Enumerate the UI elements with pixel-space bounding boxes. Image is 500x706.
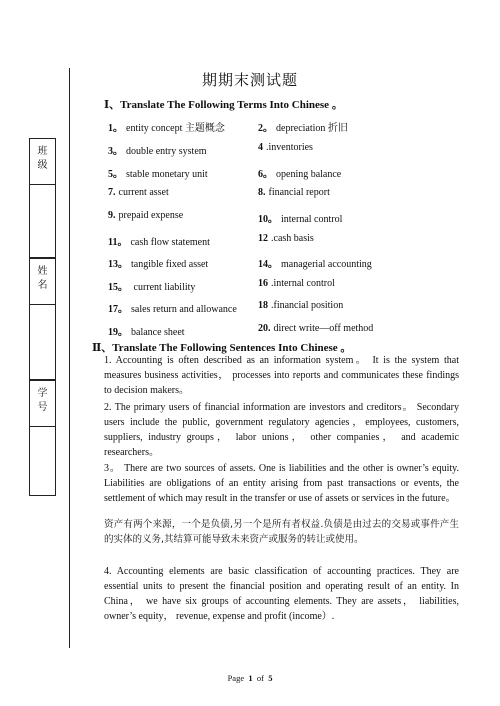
sentence-3-translation: 资产有两个来源，一个是负债,另一个是所有者权益.负债是由过去的交易或事件产生的实体的义务,其结算可能导致未来资产或服务的转让或使用。 <box>104 519 459 545</box>
class-label: 班 级 <box>37 146 48 171</box>
student-id-label: 学 号 <box>37 388 48 413</box>
term-item: 7. current asset <box>108 187 169 198</box>
term-item: 4 .inventories <box>258 142 313 153</box>
term-item: 12 .cash basis <box>258 233 314 244</box>
term-item: 15。 current liability <box>108 282 196 293</box>
term-item: 11。 cash flow statement <box>108 237 210 248</box>
sentence-4: 4. Accounting elements are basic classification of accounting practices. They are essential units to present the financial position and operating result of an entity. In China， we have six groups of accounting elements. They are assets， liabilities, owner’s equity， revenue, expense and profit (income）. <box>104 566 459 622</box>
term-item: 2。 depreciation 折旧 <box>258 123 348 134</box>
name-box <box>29 258 56 380</box>
class-field[interactable] <box>30 185 55 257</box>
term-item: 1。 entity concept 主题概念 <box>108 123 225 134</box>
student-id-box <box>29 380 56 496</box>
section2-heading: Ⅱ、Translate The Following Sentences Into Chinese 。 <box>92 342 352 354</box>
term-item: 19。 balance sheet <box>108 327 185 338</box>
term-item: 14。 managerial accounting <box>258 259 372 270</box>
term-item: 3。 double entry system <box>108 146 207 157</box>
page-title: 期期末测试题 <box>201 71 298 89</box>
term-item: 16 .internal control <box>258 278 335 289</box>
term-item: 13。 tangible fixed asset <box>108 259 209 270</box>
sentence-3: 3。 There are two sources of assets. One is liabilities and the other is owner’s equity. Liabilities are obligations of an entity arising from past transactions or events, the settlement of which may result in the transfer or use of assets or services in the future。 <box>104 463 459 504</box>
term-item: 8. financial report <box>258 187 330 198</box>
section1-heading: Ⅰ、Translate The Following Terms Into Chinese 。 <box>104 99 343 111</box>
sentence-2: 2. The primary users of financial information are investors and creditors。 Secondary users include the public, government regulatory agencies，employees, customers, suppliers, industry groups， labor unions， other companies， and academic researchers。 <box>104 402 459 458</box>
class-box <box>29 138 56 258</box>
term-item: 6。 opening balance <box>258 169 342 180</box>
page-footer: Page 1 of 5 <box>227 673 273 683</box>
term-item: 9. prepaid expense <box>108 210 184 221</box>
margin-rule <box>69 68 70 648</box>
name-field[interactable] <box>30 305 55 379</box>
term-item: 18 .financial position <box>258 300 344 311</box>
sentence-1: 1. Accounting is often described as an information system。 It is the system that measures business activities， processes into reports and communicates these findings to decision makers。 <box>104 355 459 396</box>
term-item: 10。 internal control <box>258 214 343 225</box>
term-item: 20. direct write—off method <box>258 323 374 334</box>
name-label: 姓 名 <box>37 266 48 291</box>
student-id-field[interactable] <box>30 427 55 495</box>
term-item: 5。 stable monetary unit <box>108 169 208 180</box>
term-item: 17。 sales return and allowance <box>108 304 237 315</box>
